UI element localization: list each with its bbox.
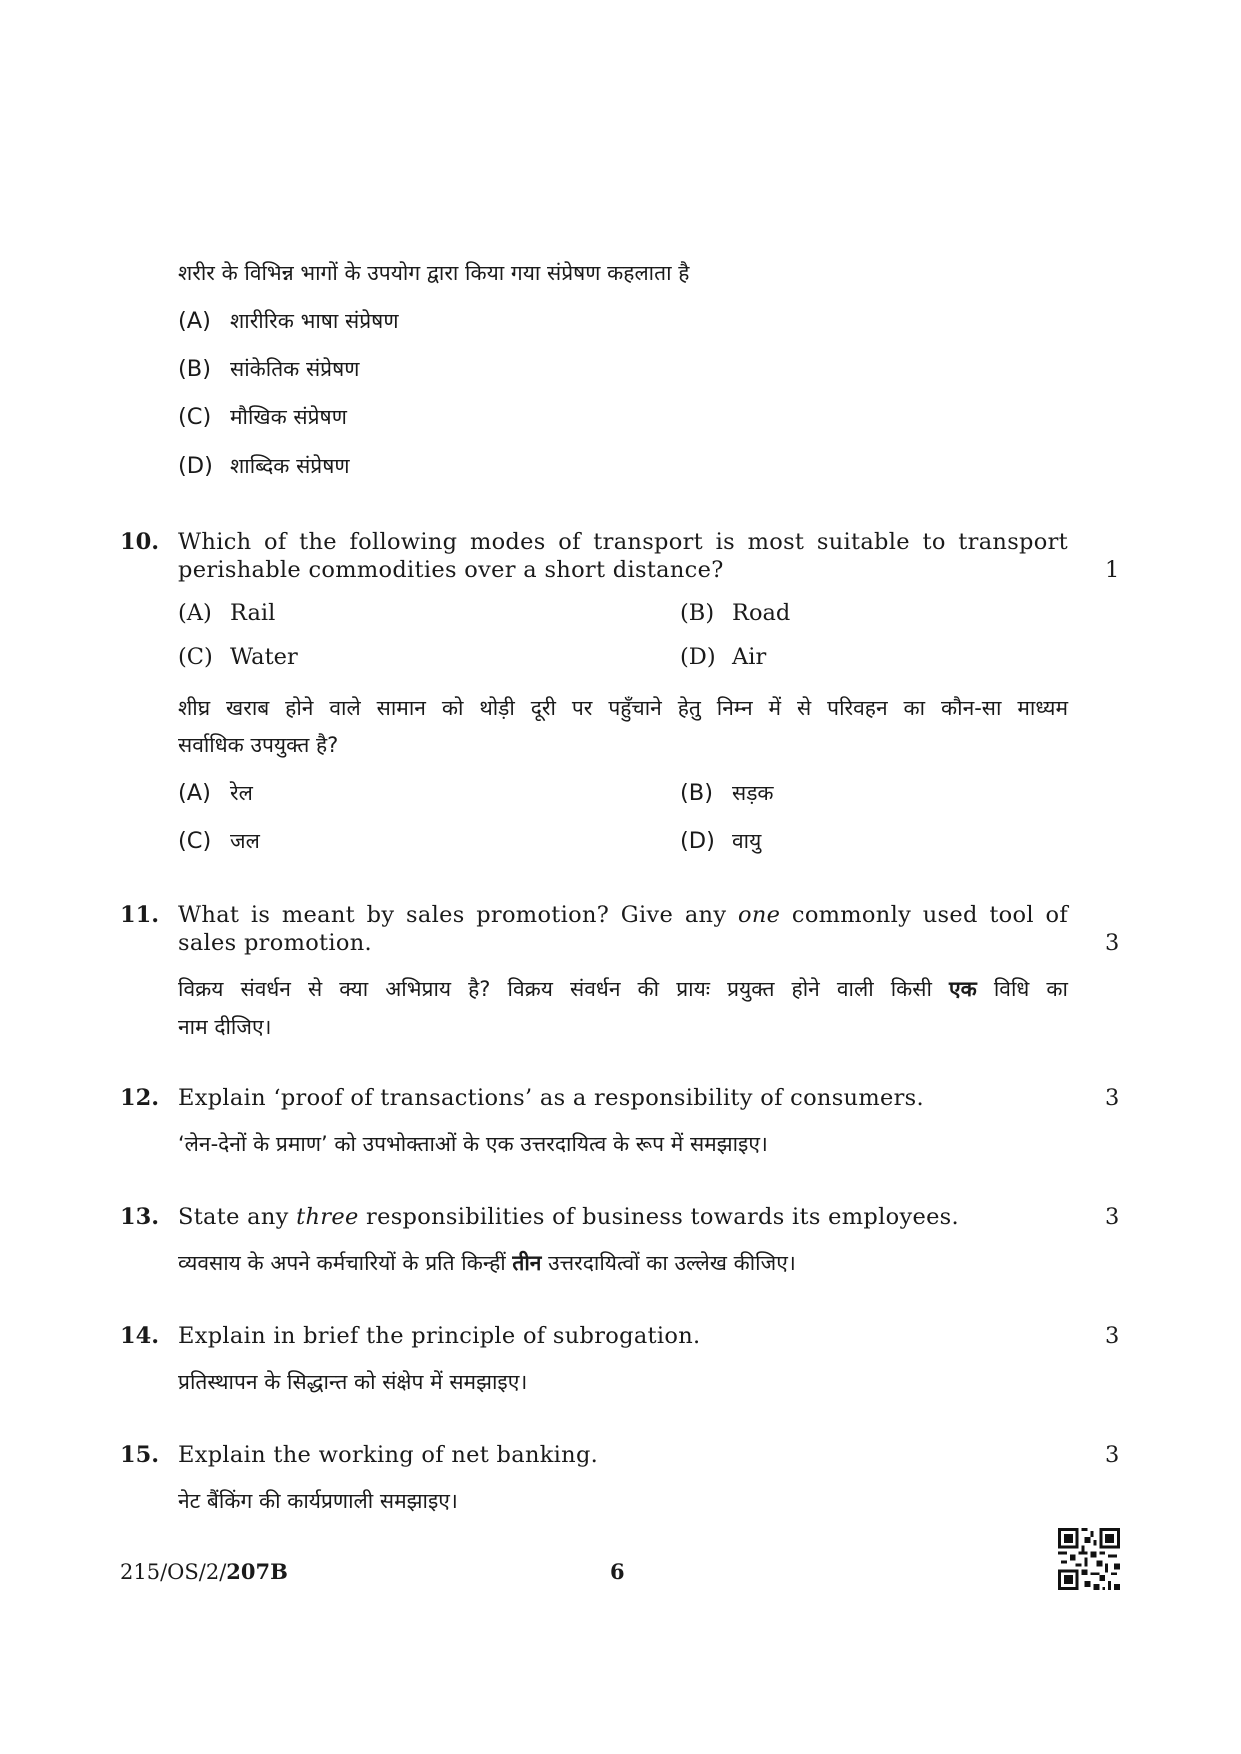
q11-text-part: What is meant by sales promotion? Give any	[178, 902, 738, 928]
option-text: शाब्दिक संप्रेषण	[230, 454, 350, 478]
option-label: (C)	[178, 404, 212, 430]
q12-text: Explain ‘proof of transactions’ as a responsibility of consumers.	[178, 1085, 924, 1111]
option-text: सांकेतिक संप्रेषण	[230, 357, 360, 381]
q9-option-c	[178, 402, 347, 432]
q12-marks: 3	[1105, 1085, 1120, 1111]
q10-hindi-line1: शीघ्र खराब होने वाले सामान को थोड़ी दूरी पर पहुँचाने हेतु निम्न में से परिवहन का कौन-सा माध्यम	[178, 696, 1068, 720]
q11-text-line1	[178, 900, 1068, 930]
q13-text-part: responsibilities of business towards its employees.	[358, 1204, 959, 1230]
q10-text-line2: perishable commodities over a short distance?	[178, 557, 724, 583]
q10-option-b	[680, 598, 790, 628]
q13-hindi-part: व्यवसाय के अपने कर्मचारियों के प्रति किन्हीं	[178, 1251, 513, 1275]
q10-option-c	[178, 642, 298, 672]
q13-hindi	[178, 1248, 796, 1278]
q9-option-d	[178, 451, 350, 481]
q11-text-line2: sales promotion.	[178, 930, 372, 956]
q11-number: 11.	[120, 902, 160, 928]
option-text: Rail	[230, 600, 276, 626]
q11-marks: 3	[1105, 930, 1120, 956]
qr-code-icon	[1058, 1528, 1120, 1590]
q12-hindi: ‘लेन-देनों के प्रमाण’ को उपभोक्ताओं के एक उत्तरदायित्व के रूप में समझाइए।	[178, 1132, 768, 1156]
q9-hindi-stem: शरीर के विभिन्न भागों के उपयोग द्वारा किया गया संप्रेषण कहलाता है	[178, 261, 690, 285]
option-label: (A)	[178, 780, 211, 806]
option-label: (B)	[680, 780, 713, 806]
paper-code-prefix: 215/OS/2/	[120, 1560, 227, 1584]
option-label: (B)	[178, 356, 211, 382]
option-text: सड़क	[732, 781, 774, 805]
option-text: Air	[732, 644, 767, 670]
option-label: (B)	[680, 600, 715, 626]
q11-hindi-part: विधि का	[976, 977, 1068, 1001]
q13-hindi-part: उत्तरदायित्वों का उल्लेख कीजिए।	[541, 1251, 796, 1275]
q11-emphasis: one	[738, 902, 781, 928]
q11-hindi-part: विक्रय संवर्धन से क्या अभिप्राय है? विक्रय संवर्धन की प्रायः प्रयुक्त होने वाली किसी	[178, 977, 950, 1001]
q13-hindi-bold: तीन	[512, 1251, 542, 1275]
q14-text: Explain in brief the principle of subrogation.	[178, 1323, 701, 1349]
q14-hindi: प्रतिस्थापन के सिद्धान्त को संक्षेप में समझाइए।	[178, 1370, 528, 1394]
q15-marks: 3	[1105, 1442, 1120, 1468]
q11-hindi-line1	[178, 974, 1068, 1004]
q14-marks: 3	[1105, 1323, 1120, 1349]
q9-option-a	[178, 306, 399, 336]
q15-number: 15.	[120, 1442, 160, 1468]
option-label: (D)	[680, 828, 715, 854]
option-text: मौखिक संप्रेषण	[230, 405, 347, 429]
q11-hindi-line2: नाम दीजिए।	[178, 1015, 272, 1039]
q10-hindi-line2: सर्वाधिक उपयुक्त है?	[178, 733, 339, 757]
q15-hindi: नेट बैंकिंग की कार्यप्रणाली समझाइए।	[178, 1489, 458, 1513]
q13-marks: 3	[1105, 1204, 1120, 1230]
q11-text-part: commonly used tool of	[780, 902, 1068, 928]
q13-number: 13.	[120, 1204, 160, 1230]
option-text: Water	[230, 644, 298, 670]
q9-option-b	[178, 354, 359, 384]
q10-hindi-option-a	[178, 778, 253, 808]
q10-hindi-option-c	[178, 826, 260, 856]
q14-number: 14.	[120, 1323, 160, 1349]
q15-text: Explain the working of net banking.	[178, 1442, 599, 1468]
q13-text	[178, 1202, 959, 1232]
paper-code-bold: 207B	[226, 1559, 288, 1584]
option-text: शारीरिक भाषा संप्रेषण	[230, 309, 399, 333]
option-label: (C)	[178, 828, 212, 854]
option-text: वायु	[732, 829, 762, 853]
option-label: (A)	[178, 600, 212, 626]
q11-hindi-bold: एक	[949, 977, 977, 1001]
option-label: (D)	[680, 644, 716, 670]
q10-hindi-option-b	[680, 778, 774, 808]
q10-number: 10.	[120, 529, 160, 555]
q10-option-d	[680, 642, 766, 672]
q10-marks: 1	[1105, 557, 1120, 583]
q10-option-a	[178, 598, 275, 628]
option-text: रेल	[230, 781, 253, 805]
option-label: (A)	[178, 308, 211, 334]
q10-text-line1: Which of the following modes of transport is most suitable to transport	[178, 529, 1068, 555]
option-label: (C)	[178, 644, 213, 670]
q13-emphasis: three	[296, 1204, 359, 1230]
q10-hindi-option-d	[680, 826, 761, 856]
q12-number: 12.	[120, 1085, 160, 1111]
q13-text-part: State any	[178, 1204, 297, 1230]
option-text: Road	[732, 600, 791, 626]
paper-code	[120, 1557, 288, 1587]
option-text: जल	[230, 829, 260, 853]
option-label: (D)	[178, 453, 213, 479]
page-number: 6	[610, 1559, 625, 1584]
